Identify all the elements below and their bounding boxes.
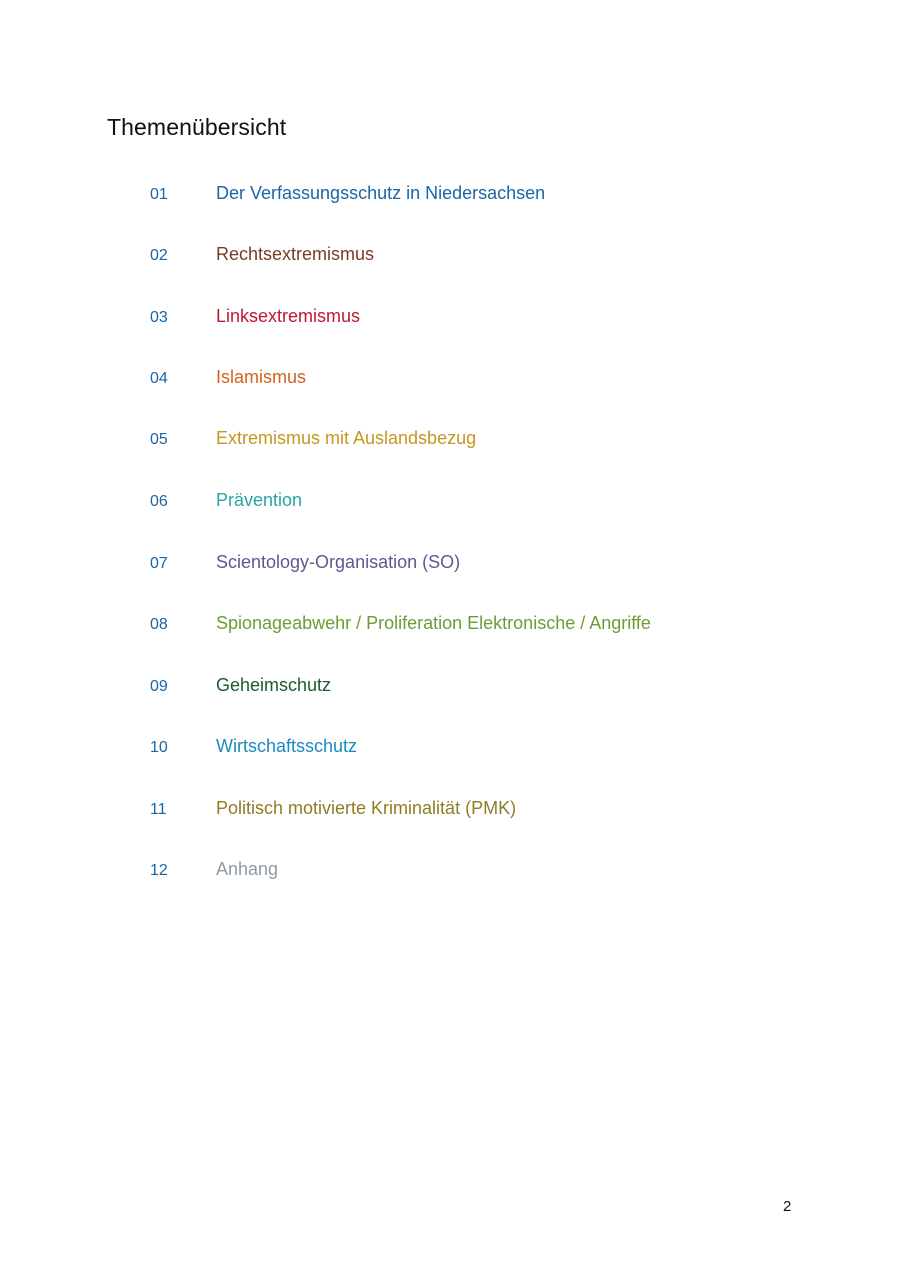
toc-item-number: 03 bbox=[150, 309, 168, 326]
toc-item-label: Der Verfassungsschutz in Niedersachsen bbox=[216, 183, 546, 203]
toc-item-linksextremismus[interactable] bbox=[0, 305, 900, 331]
toc-item-rechtsextremismus[interactable] bbox=[0, 243, 900, 269]
toc-item-label: Scientology-Organisation (SO) bbox=[216, 552, 461, 572]
toc-item-label: Linksextremismus bbox=[216, 306, 361, 326]
toc-item-auslandsbezug[interactable] bbox=[0, 427, 900, 453]
toc-item-wirtschaftsschutz[interactable] bbox=[0, 735, 900, 761]
toc-item-number: 02 bbox=[150, 247, 168, 264]
toc-item-label: Politisch motivierte Kriminalität (PMK) bbox=[216, 798, 517, 818]
toc-item-number: 10 bbox=[150, 739, 168, 756]
toc-item-label: Islamismus bbox=[216, 367, 307, 387]
toc-item-number: 09 bbox=[150, 678, 168, 695]
toc-item-number: 07 bbox=[150, 555, 168, 572]
page-title: Themenübersicht bbox=[107, 114, 287, 140]
toc-item-number: 11 bbox=[150, 801, 167, 818]
toc-item-islamismus[interactable] bbox=[0, 366, 900, 392]
toc-item-verfassungsschutz[interactable] bbox=[0, 182, 900, 208]
toc-item-label: Prävention bbox=[216, 490, 303, 510]
toc-item-scientology[interactable] bbox=[0, 551, 900, 577]
toc-item-spionageabwehr[interactable] bbox=[0, 612, 900, 638]
page-number: 2 bbox=[783, 1198, 792, 1215]
toc-item-number: 08 bbox=[150, 616, 168, 633]
toc-item-label: Extremismus mit Auslandsbezug bbox=[216, 428, 477, 448]
toc-item-praevention[interactable] bbox=[0, 489, 900, 515]
toc-item-label: Rechtsextremismus bbox=[216, 244, 375, 264]
toc-item-label: Anhang bbox=[216, 859, 279, 879]
toc-item-number: 12 bbox=[150, 862, 168, 879]
toc-item-number: 01 bbox=[150, 186, 168, 203]
toc-item-label: Wirtschaftsschutz bbox=[216, 736, 358, 756]
toc-item-number: 05 bbox=[150, 431, 168, 448]
toc-item-label: Spionageabwehr / Proliferation Elektronische / Angriffe bbox=[216, 613, 651, 633]
toc-item-number: 04 bbox=[150, 370, 168, 387]
toc-item-label: Geheimschutz bbox=[216, 675, 332, 695]
toc-item-geheimschutz[interactable] bbox=[0, 674, 900, 700]
toc-item-anhang[interactable] bbox=[0, 858, 900, 884]
toc-item-pmk[interactable] bbox=[0, 797, 900, 823]
toc-item-number: 06 bbox=[150, 493, 168, 510]
